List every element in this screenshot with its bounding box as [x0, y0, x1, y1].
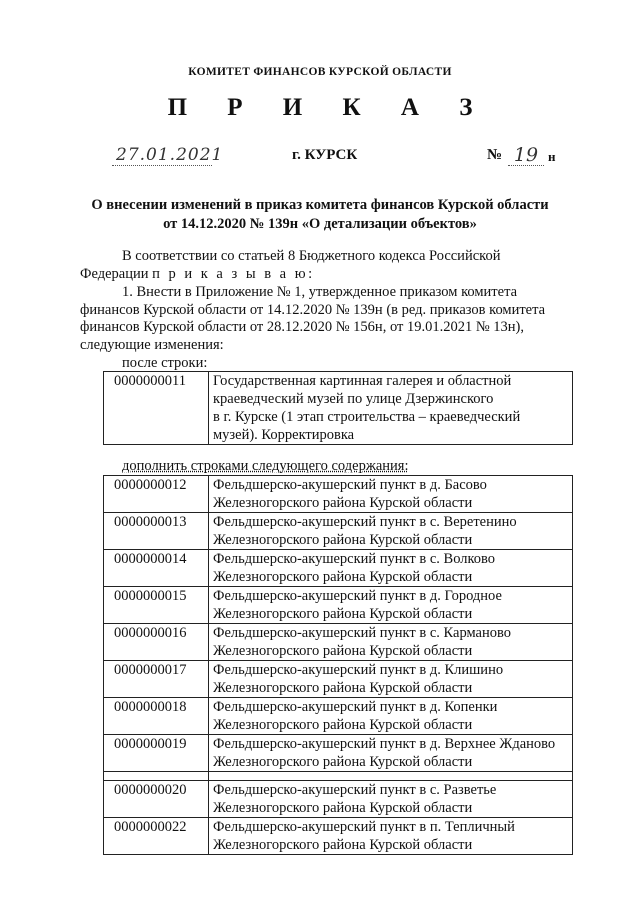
row-description [209, 372, 573, 445]
row-code: 0000000012 [104, 476, 209, 513]
order-date: 27.01.2021 [116, 145, 224, 165]
table-row [104, 781, 573, 818]
row-desc-line: Железногорского района Курской области [213, 680, 473, 696]
row-desc-line: Железногорского района Курской области [213, 569, 473, 585]
row-desc-line: Железногорского района Курской области [213, 643, 473, 659]
row-code: 0000000015 [104, 587, 209, 624]
order-subject [0, 196, 640, 234]
row-desc-line: Фельдшерско-акушерский пункт в д. Копенки [213, 699, 498, 715]
table-row [104, 550, 573, 587]
row-description [209, 781, 573, 818]
row-code: 0000000014 [104, 550, 209, 587]
row-desc-line: Фельдшерско-акушерский пункт в п. Тепличный [213, 819, 515, 835]
row-code: 0000000013 [104, 513, 209, 550]
item1-line-1: 1. Внести в Приложение № 1, утвержденное приказом комитета [122, 284, 518, 300]
add-rows-label: дополнить строками следующего содержания: [122, 458, 409, 474]
row-desc-line: Фельдшерско-акушерский пункт в с. Волково [213, 551, 496, 567]
item1-line-3: финансов Курской области от 28.12.2020 № 156н, от 19.01.2021 № 13н), [80, 319, 525, 335]
after-row-table [103, 371, 573, 445]
row-code: 0000000017 [104, 661, 209, 698]
subject-line-2: от 14.12.2020 № 139н «О детализации объектов» [163, 216, 477, 232]
row-desc-line: Железногорского района Курской области [213, 800, 473, 816]
table-row [104, 735, 573, 772]
row-code: 0000000016 [104, 624, 209, 661]
paragraph-item-1 [80, 284, 572, 354]
row-code: 0000000018 [104, 698, 209, 735]
basis-line-2-start: Федерации [80, 265, 149, 282]
table-row [104, 661, 573, 698]
table-row [104, 587, 573, 624]
row-code: 0000000011 [104, 372, 209, 445]
spacer-cell [104, 772, 209, 781]
table-row [104, 476, 573, 513]
number-underline [508, 165, 544, 166]
row-desc-line: Фельдшерско-акушерский пункт в с. Веретенино [213, 514, 517, 530]
table-row [104, 624, 573, 661]
order-meta-row [0, 145, 640, 171]
row-description [209, 476, 573, 513]
row-desc-line: в г. Курске (1 этап строительства – краеведческий [213, 409, 521, 425]
paragraph-basis [80, 248, 572, 283]
row-desc-line: Железногорского района Курской области [213, 606, 473, 622]
row-code: 0000000022 [104, 818, 209, 855]
number-label: № [487, 147, 503, 163]
row-description [209, 818, 573, 855]
item1-line-2: финансов Курской области от 14.12.2020 № 139н (в ред. приказов комитета [80, 301, 546, 318]
table-row [104, 513, 573, 550]
city: г. КУРСК [292, 147, 358, 163]
row-code: 0000000020 [104, 781, 209, 818]
document-title: П Р И К А З [167, 94, 490, 121]
row-desc-line: Железногорского района Курской области [213, 717, 473, 733]
basis-line-1: В соответствии со статьей 8 Бюджетного кодекса Российской [122, 248, 501, 264]
order-verb: п р и к а з ы в а ю: [152, 265, 315, 282]
item1-line-4: следующие изменения: [80, 336, 224, 353]
organization-name: КОМИТЕТ ФИНАНСОВ КУРСКОЙ ОБЛАСТИ [188, 66, 452, 78]
row-desc-line: Железногорского района Курской области [213, 837, 473, 853]
row-desc-line: Железногорского района Курской области [213, 754, 473, 770]
row-description [209, 550, 573, 587]
row-desc-line: Железногорского района Курской области [213, 495, 473, 511]
row-desc-line: Фельдшерско-акушерский пункт в д. Городное [213, 588, 502, 604]
after-row-label: после строки: [122, 355, 208, 371]
row-description [209, 513, 573, 550]
row-description [209, 698, 573, 735]
date-underline [112, 165, 212, 166]
row-description [209, 735, 573, 772]
spacer-cell [209, 772, 573, 781]
row-description [209, 661, 573, 698]
row-desc-line: Фельдшерско-акушерский пункт в д. Клишино [213, 662, 504, 678]
row-desc-line: Фельдшерско-акушерский пункт в д. Басово [213, 477, 487, 493]
row-desc-line: музей). Корректировка [213, 427, 355, 443]
table-row [104, 372, 573, 445]
row-desc-line: Фельдшерско-акушерский пункт в с. Карманово [213, 625, 512, 641]
order-number: 19 [513, 144, 539, 166]
spacer-row [104, 772, 573, 781]
basis-line-2 [80, 266, 572, 284]
number-suffix: н [548, 149, 556, 164]
subject-line-1: О внесении изменений в приказ комитета финансов Курской области [91, 197, 549, 213]
row-description [209, 624, 573, 661]
row-description [209, 587, 573, 624]
table-row [104, 818, 573, 855]
row-desc-line: краеведческий музей по улице Дзержинского [213, 391, 494, 407]
row-desc-line: Фельдшерско-акушерский пункт в с. Разветье [213, 782, 497, 798]
added-rows-table [103, 475, 573, 855]
table-row [104, 698, 573, 735]
row-code: 0000000019 [104, 735, 209, 772]
row-desc-line: Государственная картинная галерея и областной [213, 373, 512, 389]
row-desc-line: Железногорского района Курской области [213, 532, 473, 548]
row-desc-line: Фельдшерско-акушерский пункт в д. Верхнее Жданово [213, 736, 556, 752]
